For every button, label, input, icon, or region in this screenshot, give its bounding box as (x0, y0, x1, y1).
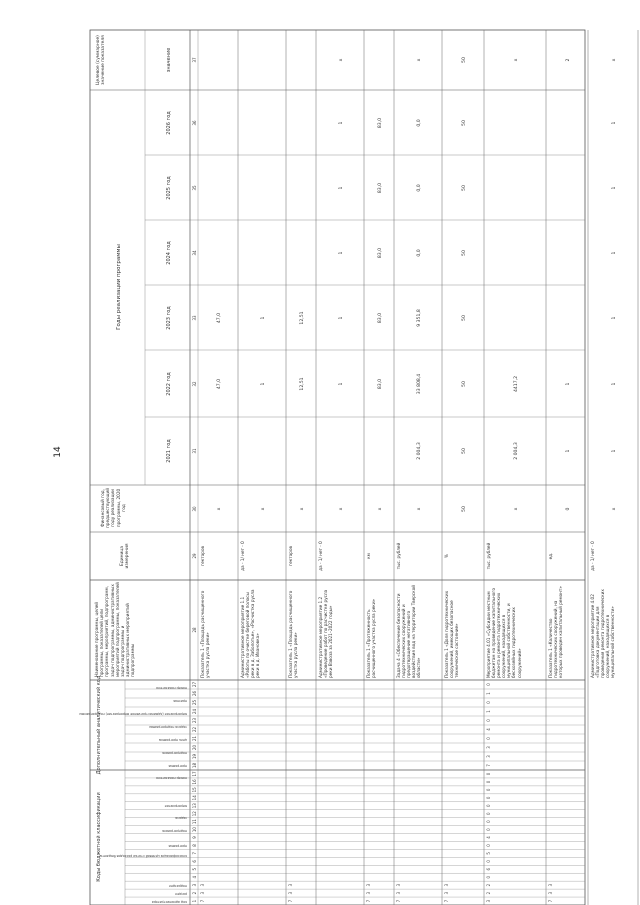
row-code: 3 (548, 891, 553, 895)
row-fin-year: 50 (462, 506, 467, 512)
row-value-v2022: 4417,2 (514, 375, 519, 393)
column-number: 22 (192, 726, 197, 733)
row-code: 0 (486, 812, 491, 815)
column-number: 6 (192, 860, 197, 863)
column-number: 11 (192, 819, 197, 825)
row-code: 3 (288, 891, 293, 895)
column-number: 2 (192, 891, 197, 895)
row-value-v2025: 0,0 (417, 184, 422, 192)
row-name: Показатель 1 «Доля гидротехнических сооружений, имеющих безопасное техническое состояние» (444, 590, 460, 678)
row-unit: тыс. рублей (396, 542, 401, 570)
column-number: 7 (192, 852, 197, 855)
row-value-v2024: 0,0 (417, 249, 422, 257)
column-number: 31 (192, 448, 197, 454)
row-value-v2023: 83,0 (378, 312, 383, 324)
row-name: Показатель 1 «Площадь расчищенного участка русла реки» (200, 590, 211, 678)
row-code: 4 (486, 728, 491, 731)
row-value-target: x (417, 58, 422, 62)
row-value-v2023: 9 351,8 (417, 309, 422, 327)
header-2023: 2023 год (166, 306, 172, 330)
row-code: 0 (486, 875, 491, 879)
row-code: 3 (396, 891, 401, 895)
row-value-v2022: 83,0 (378, 378, 383, 390)
column-number: 34 (192, 250, 197, 256)
row-fin-year: x (339, 507, 344, 511)
row-code: 0 (486, 804, 491, 808)
row-value-v2023: 47,0 (217, 312, 222, 324)
addl-subheader: номер показателя (156, 686, 187, 690)
table-row (366, 30, 394, 905)
addl-subheader: признак (173, 699, 187, 703)
row-code: 7 (366, 899, 371, 903)
row-fin-year: x (417, 507, 422, 511)
row-fin-year: x (261, 507, 266, 511)
column-number: 15 (192, 787, 197, 793)
row-code: 2 (486, 883, 491, 887)
code-columns (79, 680, 585, 905)
addl-subheader: задача подпрограммы (149, 725, 187, 729)
row-code: 0 (486, 796, 491, 800)
page-number: 14 (53, 446, 63, 458)
header-target-value: значение (166, 47, 172, 73)
row-code: 7 (486, 764, 491, 767)
column-number: 25 (192, 699, 197, 706)
column-number: 36 (192, 120, 197, 126)
row-code: 4 (486, 836, 491, 839)
row-code: 7 (548, 899, 553, 903)
row-name: Задача 4 «Обеспечение безопасности гидротехнических сооружений и предотвращение негативного воздействия вод на территории Тверской области» (396, 585, 422, 678)
header-2025: 2025 год (166, 176, 172, 200)
row-name: Административное мероприятие 1.1 «Работы по очистке береговой полосы реки в д. Заболотье», «Расчистка русла реки в д. Ивановка» (240, 589, 261, 678)
table-frame (90, 30, 585, 905)
table-row (548, 30, 588, 905)
row-value-v2025: 1 (612, 186, 617, 190)
budget-subheader: задача (175, 816, 187, 820)
column-number: 23 (192, 717, 197, 724)
row-value-target: 2 (566, 58, 571, 62)
row-code: 3 (444, 883, 449, 887)
row-value-v2022: 33 808,4 (417, 373, 422, 395)
column-number: 33 (192, 315, 197, 321)
header-program-name: Наименование программы, целей программы, показателей цели программы, мероприятий, подпрограмм, задач подпрограммы, административных мероприятий подпрограммы, показателей задач подпрограммы и административных мероприятий подпрограммы (94, 582, 136, 677)
row-value-v2021: 2 004,3 (514, 442, 519, 460)
row-value-v2025: 83,0 (378, 182, 383, 194)
column-number: 30 (192, 506, 197, 512)
row-code: 0 (486, 772, 491, 776)
row-fin-year: 0 (566, 507, 571, 511)
budget-subheader: раздел (175, 892, 187, 896)
column-number: 26 (192, 690, 197, 697)
row-unit: гектаров (200, 546, 205, 566)
row-code: 3 (396, 883, 401, 887)
addl-subheader: программа (168, 764, 187, 768)
row-code: 3 (486, 899, 491, 903)
row-name: Показатель 1 «Протяженность расчищенного участка русла реки» (366, 598, 377, 678)
column-number: 18 (192, 762, 197, 769)
header-unit: Единица измерения (120, 543, 131, 569)
row-code: 3 (444, 891, 449, 895)
row-code: 0 (486, 701, 491, 704)
column-number: 32 (192, 381, 197, 387)
header-2022: 2022 год (166, 372, 172, 396)
row-value-v2026: 1 (612, 121, 617, 125)
row-value-v2023: 1 (612, 316, 617, 320)
table-row (444, 30, 484, 905)
budget-subheader: подпрограмма (162, 829, 187, 833)
row-value-target: x (514, 58, 519, 62)
row-code: 1 (486, 692, 491, 695)
row-value-v2021: 50 (462, 448, 467, 454)
column-number: 17 (192, 771, 197, 777)
column-number: 4 (192, 875, 197, 879)
row-unit: да - 1/ нет - 0 (240, 541, 245, 571)
row-code: 2 (486, 891, 491, 895)
rotated-table (79, 0, 617, 905)
header-budget-codes: Коды бюджетной классификации (96, 792, 102, 882)
row-unit: тыс. рублей (486, 542, 491, 570)
table-row (486, 30, 546, 905)
row-value-v2022: 1 (612, 382, 617, 386)
row-value-target: 50 (462, 57, 467, 63)
row-value-v2025: 1 (339, 186, 344, 190)
row-value-v2021: 1 (612, 449, 617, 453)
row-value-v2023: 50 (462, 315, 467, 321)
table-row (200, 30, 238, 905)
row-code: 0 (486, 719, 491, 722)
header-2024: 2024 год (166, 241, 172, 265)
table-row (396, 30, 442, 905)
row-value-v2023: 1 (261, 316, 266, 320)
row-code: 3 (486, 755, 491, 758)
column-number: 9 (192, 836, 197, 839)
table-row (318, 30, 364, 905)
row-fin-year: x (217, 507, 222, 511)
row-code: 0 (486, 820, 491, 823)
row-value-v2025: 50 (462, 185, 467, 191)
row-fin-year: x (514, 507, 519, 511)
row-code: 6 (486, 867, 491, 871)
row-name: Административное мероприятие 1.2 «Проведение работ по расчистке русла реки Взвоза за 2021–2022 годы» (318, 589, 334, 678)
header-2021: 2021 год (166, 439, 172, 463)
row-value-v2023: 1 (339, 316, 344, 320)
row-code: 0 (486, 844, 491, 847)
row-code: 0 (486, 780, 491, 784)
row-value-v2021: 1 (566, 449, 571, 453)
row-value-v2023: 12,51 (300, 311, 305, 325)
table-rows (200, 30, 638, 905)
row-name: Мероприятие 4.01 «Субсидии местным бюджетам на проведение капитального ремонта и ремонта гидротехнических сооружений, находящихся в муниципальной собственности, и бесхозяйных гидротехнических сооружений» (486, 587, 522, 678)
row-unit: да - 1/ нет - 0 (590, 541, 595, 571)
row-value-v2024: 1 (612, 251, 617, 255)
budget-subheader: номер показателя (156, 776, 187, 780)
row-code: 3 (366, 891, 371, 895)
table-row (590, 30, 638, 905)
column-number: 27 (192, 681, 197, 688)
column-number: 24 (192, 708, 197, 715)
budget-subheader: подраздел (168, 884, 187, 888)
row-name: Административное мероприятие 4.02 «Подготовка документации для проведения ремонта гидротехнических сооружений, находящихся в муниципальной собственности» (590, 589, 616, 678)
row-value-v2024: 50 (462, 250, 467, 256)
row-code: 3 (366, 883, 371, 887)
row-code: 0 (486, 828, 491, 831)
addl-subheader: подпрограмма (162, 751, 187, 755)
row-value-v2026: 50 (462, 120, 467, 126)
row-code: 1 (486, 710, 491, 713)
row-value-v2026: 1 (339, 121, 344, 125)
row-code: 0 (486, 737, 491, 740)
column-numbers (192, 57, 197, 902)
row-fin-year: x (378, 507, 383, 511)
column-number: 37 (192, 57, 197, 63)
column-number: 19 (192, 753, 197, 760)
row-value-v2022: 1 (339, 382, 344, 386)
row-code: 7 (444, 899, 449, 903)
program-table (79, 30, 638, 905)
column-number: 13 (192, 803, 197, 809)
row-value-target: x (612, 58, 617, 62)
header-2026: 2026 год (166, 111, 172, 135)
row-code: 7 (288, 899, 293, 903)
header-fin-year: Финансовый год, предшествующий году реализации программы, 2020 год (100, 488, 126, 528)
header-target-title: Целевое (суммарное) значение показателя (96, 35, 107, 85)
row-value-v2022: 50 (462, 381, 467, 387)
header-years-title: Годы реализации программы (116, 244, 122, 330)
row-code: 3 (288, 883, 293, 887)
row-value-target: x (339, 58, 344, 62)
budget-subheader: мероприятие (164, 804, 187, 808)
column-number: 35 (192, 185, 197, 191)
row-code: 3 (548, 883, 553, 887)
row-unit: ед. (548, 552, 553, 560)
row-code: 7 (396, 899, 401, 903)
column-number: 20 (192, 744, 197, 751)
column-number: 29 (192, 553, 197, 559)
row-value-v2022: 12,51 (300, 377, 305, 391)
budget-subheader: код администратора (151, 900, 187, 904)
row-code: 3 (200, 883, 205, 887)
row-fin-year: x (300, 507, 305, 511)
column-number: 3 (192, 883, 197, 887)
table-row (288, 30, 316, 905)
column-number: 5 (192, 867, 197, 871)
column-number: 12 (192, 811, 197, 817)
addl-subheader: мероприятие (административное мероприятие) подпрограммы (79, 712, 187, 716)
column-number: 21 (192, 735, 197, 742)
row-code: 7 (200, 899, 205, 903)
row-fin-year: x (612, 507, 617, 511)
budget-subheader: классификация целевой статьи расходов бюджета (100, 854, 187, 858)
row-value-v2024: 83,0 (378, 247, 383, 259)
row-name: Показатель 1 «Площадь расчищенного участка русла реки» (288, 590, 299, 678)
row-value-v2022: 47,0 (217, 378, 222, 390)
table-row (240, 30, 286, 905)
row-code: 0 (486, 788, 491, 792)
column-number: 10 (192, 827, 197, 833)
column-number: 14 (192, 795, 197, 801)
row-unit: км (366, 553, 371, 559)
row-code: 0 (486, 683, 491, 686)
row-code: 3 (200, 891, 205, 895)
row-value-v2022: 1 (566, 382, 571, 386)
row-value-v2022: 1 (261, 382, 266, 386)
row-value-v2026: 0,0 (417, 119, 422, 127)
row-unit: да - 1/ нет - 0 (318, 541, 323, 571)
header-additional-codes: Дополнительный аналитический код (96, 675, 102, 775)
row-value-v2026: 83,0 (378, 117, 383, 129)
addl-subheader: цель программы (158, 738, 187, 742)
row-code: 0 (486, 860, 491, 863)
row-value-v2021: 2 004,3 (417, 442, 422, 460)
column-number: 8 (192, 844, 197, 847)
row-unit: гектаров (288, 546, 293, 566)
budget-subheader: программа (168, 844, 187, 848)
row-value-v2024: 1 (339, 251, 344, 255)
row-code: 3 (486, 746, 491, 749)
column-number: 16 (192, 779, 197, 785)
row-code: 5 (486, 852, 491, 855)
column-number: 28 (192, 627, 197, 633)
row-name: Показатель 1 «Количество гидротехнических сооружений, на которых проведен капитальный ремонт» (548, 586, 564, 678)
column-number: 1 (192, 899, 197, 903)
row-unit: % (444, 554, 449, 558)
